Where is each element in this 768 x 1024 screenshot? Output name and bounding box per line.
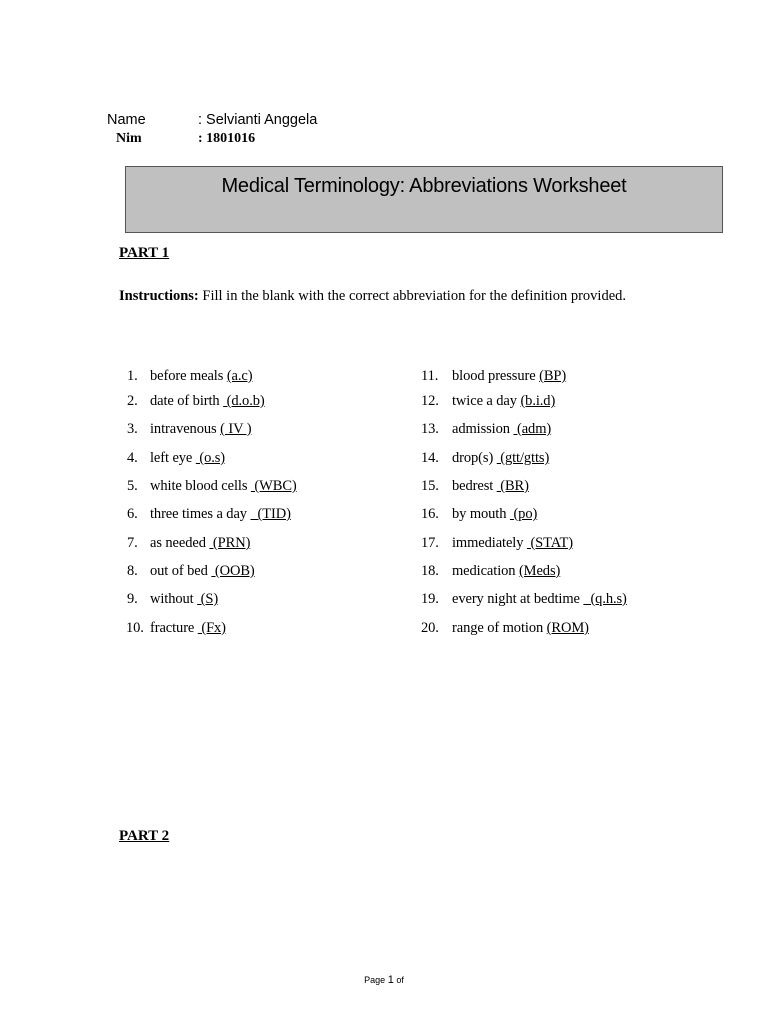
list-item <box>127 535 250 552</box>
item-number: 1. <box>127 368 138 384</box>
item-term: bedrest <box>452 478 494 494</box>
list-item <box>421 591 627 608</box>
item-term: fracture <box>150 620 195 636</box>
nim-value: : 1801016 <box>198 131 256 146</box>
item-term: out of bed <box>150 563 208 579</box>
item-number: 3. <box>127 421 138 437</box>
title-box <box>125 166 723 233</box>
item-answer: (S) <box>197 591 219 607</box>
item-answer: (TID) <box>250 506 291 522</box>
item-term: every night at bedtime <box>452 591 580 607</box>
item-number: 11. <box>421 368 439 384</box>
item-term: drop(s) <box>452 450 494 466</box>
item-answer: (STAT) <box>526 535 573 551</box>
item-term: left eye <box>150 450 193 466</box>
list-item <box>127 563 255 580</box>
item-term: immediately <box>452 535 524 551</box>
item-number: 14. <box>421 450 439 466</box>
item-term: without <box>150 591 194 607</box>
footer-page-number: 1 <box>387 974 394 986</box>
list-item <box>127 478 297 495</box>
list-item <box>421 506 537 523</box>
name-label: Name <box>107 112 146 128</box>
item-term: before meals <box>150 368 224 384</box>
item-answer: (BR) <box>496 478 529 494</box>
item-answer: (PRN) <box>209 535 251 551</box>
item-term: range of motion <box>452 620 544 636</box>
list-item <box>421 563 560 580</box>
list-item <box>127 368 252 385</box>
item-term: twice a day <box>452 393 517 409</box>
item-answer: (b.i.d) <box>520 393 556 409</box>
instructions <box>119 282 639 311</box>
list-item <box>421 535 573 552</box>
item-answer: (Fx) <box>197 620 226 636</box>
item-number: 19. <box>421 591 439 607</box>
list-item <box>127 393 265 410</box>
item-number: 4. <box>127 450 138 466</box>
page-footer <box>0 974 768 986</box>
list-item <box>421 393 555 410</box>
instructions-text: Fill in the blank with the correct abbreviation for the definition provided. <box>198 288 626 304</box>
item-answer: (gtt/gtts) <box>496 450 550 466</box>
list-item <box>421 620 589 637</box>
item-number: 2. <box>127 393 138 409</box>
list-item <box>127 450 225 467</box>
item-number: 20. <box>421 620 439 636</box>
item-number: 7. <box>127 535 138 551</box>
item-term: medication <box>452 563 516 579</box>
item-term: by mouth <box>452 506 507 522</box>
name-value: : Selvianti Anggela <box>198 112 318 128</box>
item-answer: (d.o.b) <box>223 393 265 409</box>
list-item <box>127 591 218 608</box>
item-term: as needed <box>150 535 206 551</box>
item-term: intravenous <box>150 421 217 437</box>
item-number: 10. <box>126 620 144 636</box>
item-number: 8. <box>127 563 138 579</box>
item-answer: (BP) <box>539 368 567 384</box>
list-item <box>126 620 226 637</box>
item-number: 17. <box>421 535 439 551</box>
item-term: three times a day <box>150 506 247 522</box>
item-answer: (adm) <box>513 421 552 437</box>
item-term: white blood cells <box>150 478 248 494</box>
item-answer: (WBC) <box>250 478 297 494</box>
item-number: 16. <box>421 506 439 522</box>
item-answer: (ROM) <box>546 620 589 636</box>
list-item <box>421 478 529 495</box>
item-answer: (a.c) <box>226 368 253 384</box>
item-number: 13. <box>421 421 439 437</box>
item-number: 15. <box>421 478 439 494</box>
part2-heading: PART 2 <box>119 828 170 844</box>
item-number: 18. <box>421 563 439 579</box>
item-term: blood pressure <box>452 368 536 384</box>
item-term: date of birth <box>150 393 220 409</box>
item-number: 12. <box>421 393 439 409</box>
instructions-label: Instructions: <box>119 288 199 304</box>
item-number: 6. <box>127 506 138 522</box>
list-item <box>421 368 566 385</box>
footer-page-of: of <box>396 975 404 985</box>
page-title: Medical Terminology: Abbreviations Worksheet <box>221 175 627 197</box>
item-number: 5. <box>127 478 138 494</box>
footer-page-label: Page <box>364 975 386 985</box>
item-answer: (Meds) <box>518 563 561 579</box>
item-answer: (q.h.s) <box>583 591 627 607</box>
list-item <box>127 421 251 438</box>
item-answer: ( IV ) <box>220 421 252 437</box>
item-number: 9. <box>127 591 138 607</box>
list-item <box>421 421 551 438</box>
item-answer: (o.s) <box>195 450 226 466</box>
item-answer: (po) <box>509 506 538 522</box>
list-item <box>421 450 549 467</box>
list-item <box>127 506 291 523</box>
item-term: admission <box>452 421 510 437</box>
item-answer: (OOB) <box>211 563 255 579</box>
nim-label: Nim <box>116 131 142 146</box>
part1-heading: PART 1 <box>119 245 170 261</box>
